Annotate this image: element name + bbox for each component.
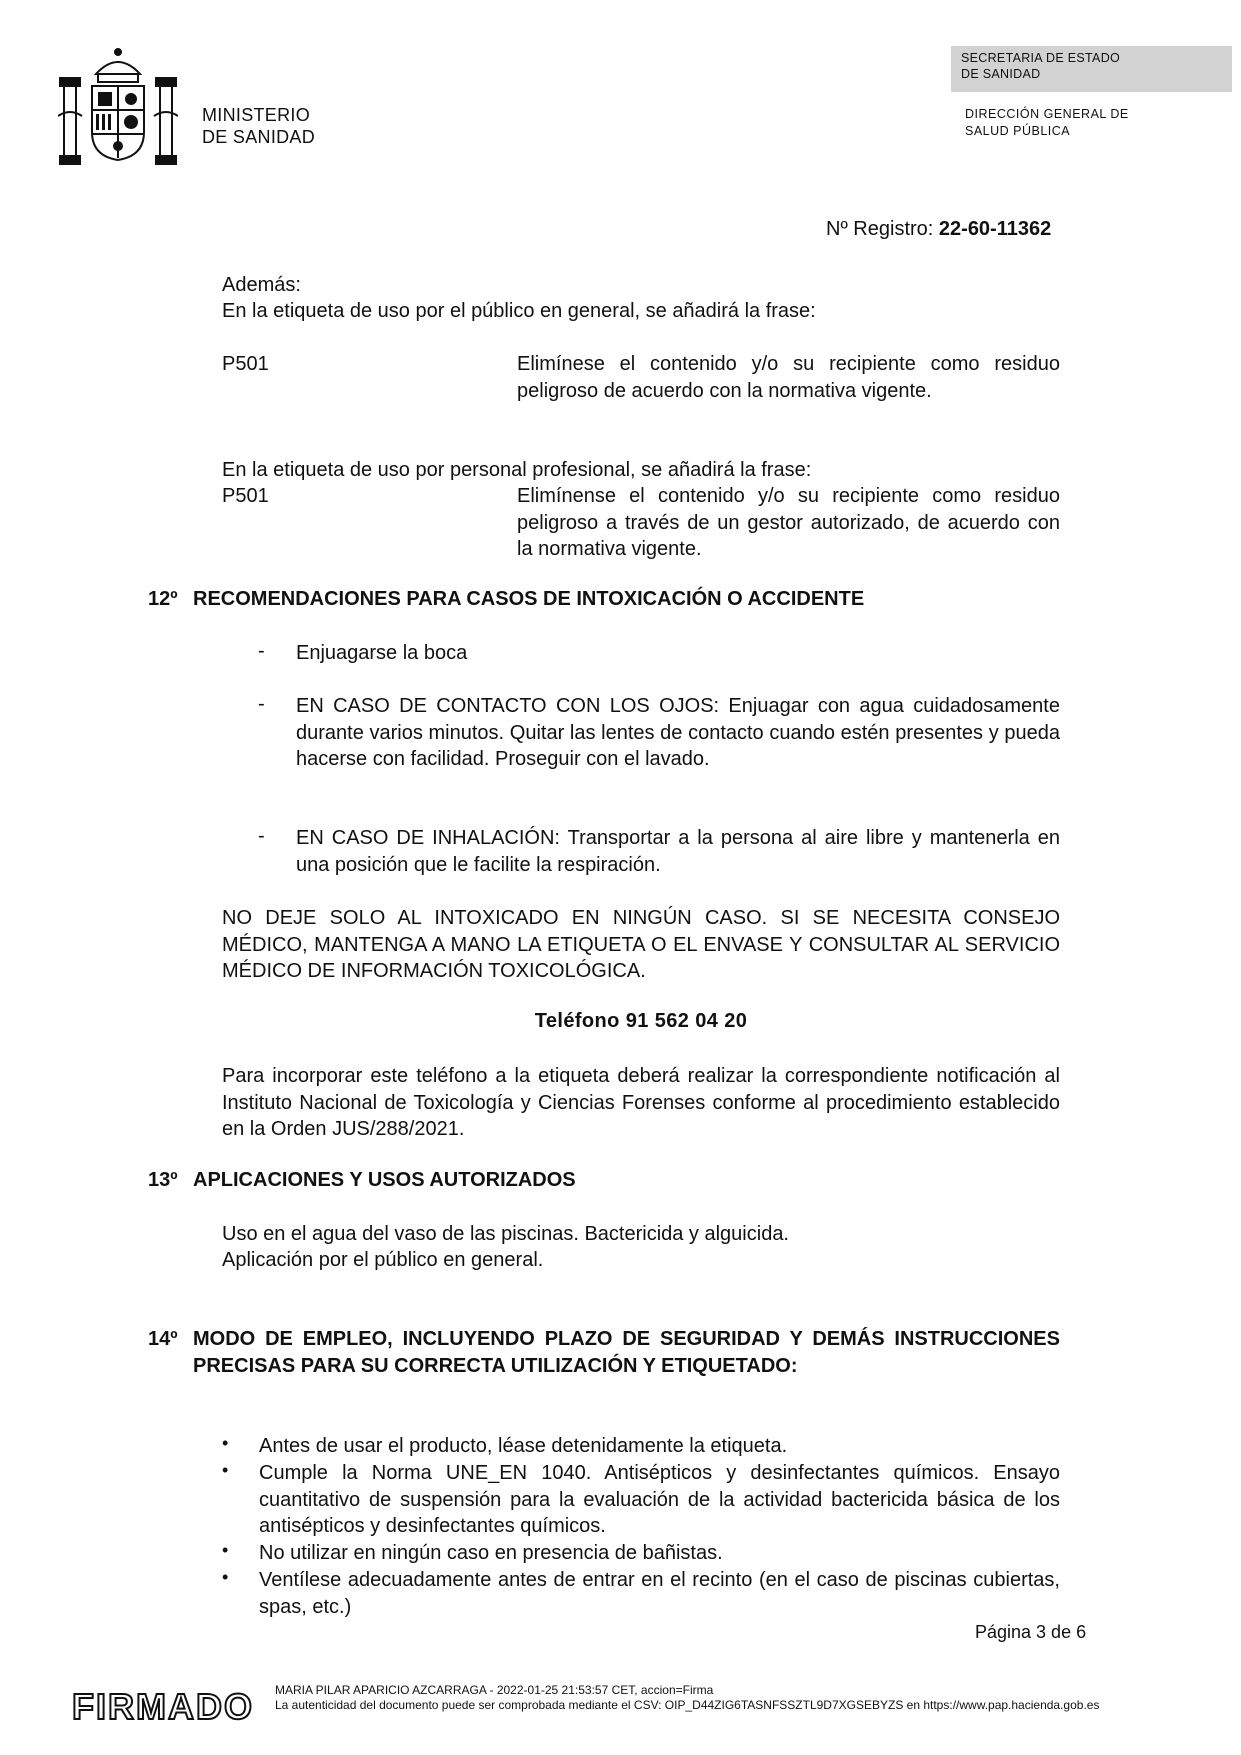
ministry-line-2: DE SANIDAD xyxy=(202,127,316,147)
direccion-label xyxy=(965,106,1129,140)
intoxication-warning: NO DEJE SOLO AL INTOXICADO EN NINGÚN CASO. SI SE NECESITA CONSEJO MÉDICO, MANTENGA A MANO LA ETIQUETA O EL ENVASE Y CONSULTAR AL SERVICIO MÉDICO DE INFORMACIÓN TOXICOLÓGICA. xyxy=(222,907,1060,982)
uses-line-2: Aplicación por el público en general. xyxy=(222,1249,544,1271)
uses-line-1: Uso en el agua del vaso de las piscinas. Bactericida y alguicida. xyxy=(222,1223,789,1245)
signature-line-1: MARIA PILAR APARICIO AZCARRAGA - 2022-01-25 21:53:57 CET, accion=Firma xyxy=(275,1683,714,1697)
section-12-title: RECOMENDACIONES PARA CASOS DE INTOXICACIÓN O ACCIDENTE xyxy=(193,588,865,610)
list-dash: - xyxy=(258,640,265,662)
toxicology-phone: Teléfono 91 562 04 20 xyxy=(534,1010,748,1032)
list-item: EN CASO DE INHALACIÓN: Transportar a la persona al aire libre y mantenerla en una posición que le facilite la respiración. xyxy=(296,827,1060,876)
section-13-title: APLICACIONES Y USOS AUTORIZADOS xyxy=(193,1169,576,1191)
p501-code-2: P501 xyxy=(222,485,269,507)
section-14-title: MODO DE EMPLEO, INCLUYENDO PLAZO DE SEGURIDAD Y DEMÁS INSTRUCCIONES PRECISAS PARA SU CORRECTA UTILIZACIÓN Y ETIQUETADO: xyxy=(193,1328,1060,1377)
section-13-number: 13º xyxy=(148,1169,178,1191)
ademas-text: Además: xyxy=(222,274,301,296)
bullet-icon: • xyxy=(222,1567,229,1587)
publico-label: En la etiqueta de uso por el público en general, se añadirá la frase: xyxy=(222,300,816,322)
direccion-line-1: DIRECCIÓN GENERAL DE xyxy=(965,107,1129,121)
ministry-name xyxy=(202,104,315,148)
phone-note: Para incorporar este teléfono a la etiqueta deberá realizar la correspondiente notificación al Instituto Nacional de Toxicología y Ciencias Forenses conforme al procedimiento establecido en la Orden JUS/288/2021. xyxy=(222,1065,1060,1140)
registro-number xyxy=(826,218,1051,241)
list-item: Enjuagarse la boca xyxy=(296,642,468,664)
page-number: Página 3 de 6 xyxy=(975,1622,1087,1642)
list-item: Cumple la Norma UNE_EN 1040. Antisépticos y desinfectantes químicos. Ensayo cuantitativo de suspensión para la evaluación de la actividad bactericida básica de los antisépticos y desinfectantes químicos. xyxy=(259,1462,1060,1537)
registro-label: Nº Registro: xyxy=(826,218,934,240)
list-dash: - xyxy=(258,825,265,847)
profesional-label: En la etiqueta de uso por personal profesional, se añadirá la frase: xyxy=(222,459,812,481)
secretaria-label xyxy=(961,50,1120,82)
direccion-line-2: SALUD PÚBLICA xyxy=(965,124,1071,138)
registro-value: 22-60-11362 xyxy=(938,218,1052,240)
list-item: EN CASO DE CONTACTO CON LOS OJOS: Enjuagar con agua cuidadosamente durante varios minutos. Quitar las lentes de contacto cuando estén presentes y pueda hacerse con facilidad. Proseguir con el lavado. xyxy=(296,695,1060,770)
list-dash: - xyxy=(258,693,265,715)
p501-code-1: P501 xyxy=(222,353,269,375)
p501-text-1: Elimínese el contenido y/o su recipiente como residuo peligroso de acuerdo con la normativa vigente. xyxy=(517,353,1060,402)
secretaria-line-1: SECRETARIA DE ESTADO xyxy=(961,51,1121,65)
firmado-stamp: FIRMADO xyxy=(72,1686,254,1727)
ministry-line-1: MINISTERIO xyxy=(202,105,311,125)
coat-of-arms-logo xyxy=(58,46,178,172)
bullet-icon: • xyxy=(222,1540,229,1560)
list-item: Antes de usar el producto, léase detenidamente la etiqueta. xyxy=(259,1435,788,1457)
section-12-number: 12º xyxy=(148,588,178,610)
list-item: Ventílese adecuadamente antes de entrar en el recinto (en el caso de piscinas cubiertas, spas, etc.) xyxy=(259,1569,1060,1618)
bullet-icon: • xyxy=(222,1460,229,1480)
bullet-icon: • xyxy=(222,1433,229,1453)
p501-text-2: Elimínense el contenido y/o su recipiente como residuo peligroso a través de un gestor autorizado, de acuerdo con la normativa vigente. xyxy=(517,485,1060,560)
list-item: No utilizar en ningún caso en presencia de bañistas. xyxy=(259,1542,723,1564)
secretaria-line-2: DE SANIDAD xyxy=(961,67,1041,81)
section-14-number: 14º xyxy=(148,1328,178,1350)
signature-line-2: La autenticidad del documento puede ser comprobada mediante el CSV: OIP_D44ZIG6TASNFSSZTL9D7XGSEBYZS en https://www.pap.hacienda.gob.es xyxy=(275,1698,1100,1712)
